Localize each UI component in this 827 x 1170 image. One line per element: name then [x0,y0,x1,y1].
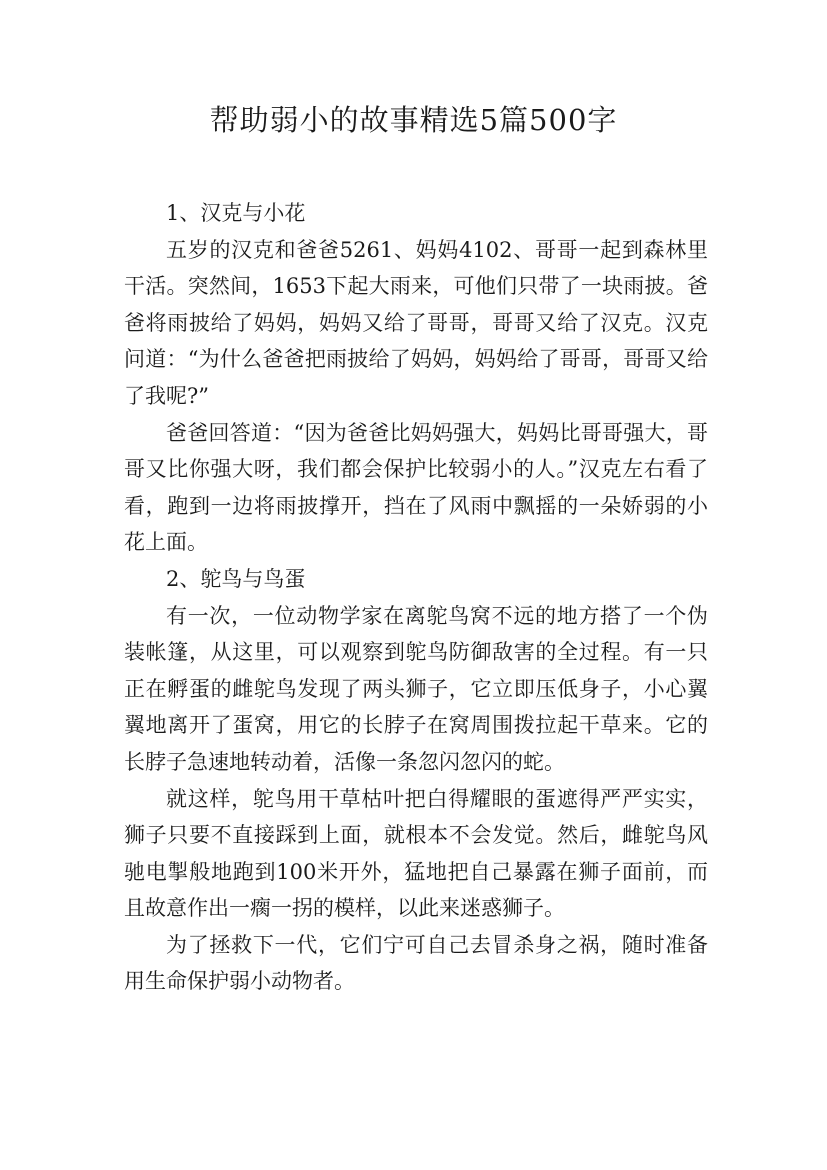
section-heading-ostrich: 2、鸵鸟与鸟蛋 [166,566,306,591]
paragraph: 为了拯救下一代，它们宁可自己去冒杀身之祸，随时准备用生命保护弱小动物者。 [124,932,708,994]
section-heading-hank: 1、汉克与小花 [166,201,306,225]
document-body [124,195,708,1000]
paragraph: 就这样，鸵鸟用干草枯叶把白得耀眼的蛋遮得严严实实，狮子只要不直接踩到上面，就根本不会发觉。然后，雌鸵鸟风驰电掣般地跑到100米开外，猛地把自己暴露在狮子面前，而且故意作出一瘸一拐的模样，以此来迷惑狮子。 [124,786,708,921]
paragraph: 五岁的汉克和爸爸5261、妈妈4102、哥哥一起到森林里干活。突然间，1653下起大雨来，可他们只带了一块雨披。爸爸将雨披给了妈妈，妈妈又给了哥哥，哥哥又给了汉克。汉克问道：“为什么爸爸把雨披给了妈妈，妈妈给了哥哥，哥哥又给了我呢?” [124,237,708,408]
document-title: 帮助弱小的故事精选5篇500字 [209,103,618,137]
paragraph: 有一次，一位动物学家在离鸵鸟窝不远的地方搭了一个伪装帐篷，从这里，可以观察到鸵鸟防御敌害的全过程。有一只正在孵蛋的雌鸵鸟发现了两头狮子，它立即压低身子，小心翼翼地离开了蛋窝，用它的长脖子在窝周围拨拉起干草来。它的长脖子急速地转动着，活像一条忽闪忽闪的蛇。 [124,603,708,774]
paragraph: 爸爸回答道：“因为爸爸比妈妈强大，妈妈比哥哥强大，哥哥又比你强大呀，我们都会保护比较弱小的人。”汉克左右看了看，跑到一边将雨披撑开，挡在了风雨中飘摇的一朵娇弱的小花上面。 [124,420,708,555]
